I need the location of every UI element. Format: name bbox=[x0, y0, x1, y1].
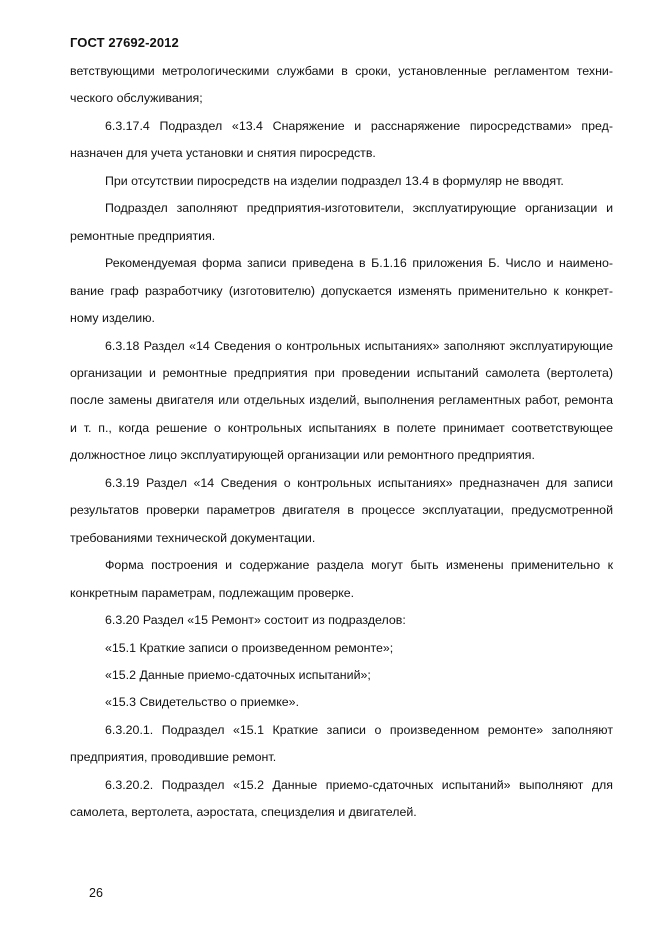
paragraph: 6.3.19 Раздел «14 Сведения о контрольных испытаниях» предназначен для записи результатов проверки параметров двигателя в процессе эксплуатации, предусмотренной требованиями технической документации. bbox=[70, 475, 613, 545]
list-item: «15.1 Краткие записи о произведенном ремонте»; bbox=[105, 640, 394, 655]
paragraph: 6.3.20.2. Подраздел «15.2 Данные приемо-сдаточных испытаний» выполняют для самолета, вертолета, аэростата, специзделия и двигателей. bbox=[70, 777, 613, 820]
standard-header: ГОСТ 27692-2012 bbox=[70, 35, 179, 50]
paragraph: 6.3.18 Раздел «14 Сведения о контрольных испытаниях» заполняют эксплуатирующие организации и ремонтные предприятия при проведении испытаний самолета (вертолета) после замены двигателя или отдельных изделий, выполнения регламентных работ, ремонта и т. п., когда решение о контрольных испытаниях в полете принимает соответствующее должностное лицо эксплуатирующей организации или ремонтного предприятия. bbox=[70, 338, 613, 463]
paragraph: Рекомендуемая форма записи приведена в Б.1.16 приложения Б. Число и наименование граф разработчику (изготовителю) допускается изменять применительно к конкретному изделию. bbox=[70, 256, 613, 326]
list-item: «15.3 Свидетельство о приемке». bbox=[105, 695, 300, 710]
paragraph: ветствующими метрологическими службами в сроки, установленные регламентом технического обслуживания; bbox=[70, 64, 613, 106]
paragraph: 6.3.20.1. Подраздел «15.1 Краткие записи о произведенном ремонте» заполняют предприятия, проводившие ремонт. bbox=[70, 722, 613, 765]
list-item: «15.2 Данные приемо-сдаточных испытаний»; bbox=[105, 667, 371, 682]
paragraph: Форма построения и содержание раздела могут быть изменены применительно к конкретным параметрам, подлежащим проверке. bbox=[70, 558, 613, 600]
paragraph: При отсутствии пиросредств на изделии подраздел 13.4 в формуляр не вводят. bbox=[105, 173, 564, 188]
paragraph: 6.3.20 Раздел «15 Ремонт» состоит из подразделов: bbox=[105, 613, 406, 628]
paragraph: 6.3.17.4 Подраздел «13.4 Снаряжение и расснаряжение пиросредствами» предназначен для учета установки и снятия пиросредств. bbox=[70, 118, 613, 161]
document-body bbox=[70, 58, 613, 827]
paragraph: Подраздел заполняют предприятия-изготовители, эксплуатирующие организации и ремонтные предприятия. bbox=[70, 201, 613, 243]
page-number: 26 bbox=[89, 886, 103, 900]
